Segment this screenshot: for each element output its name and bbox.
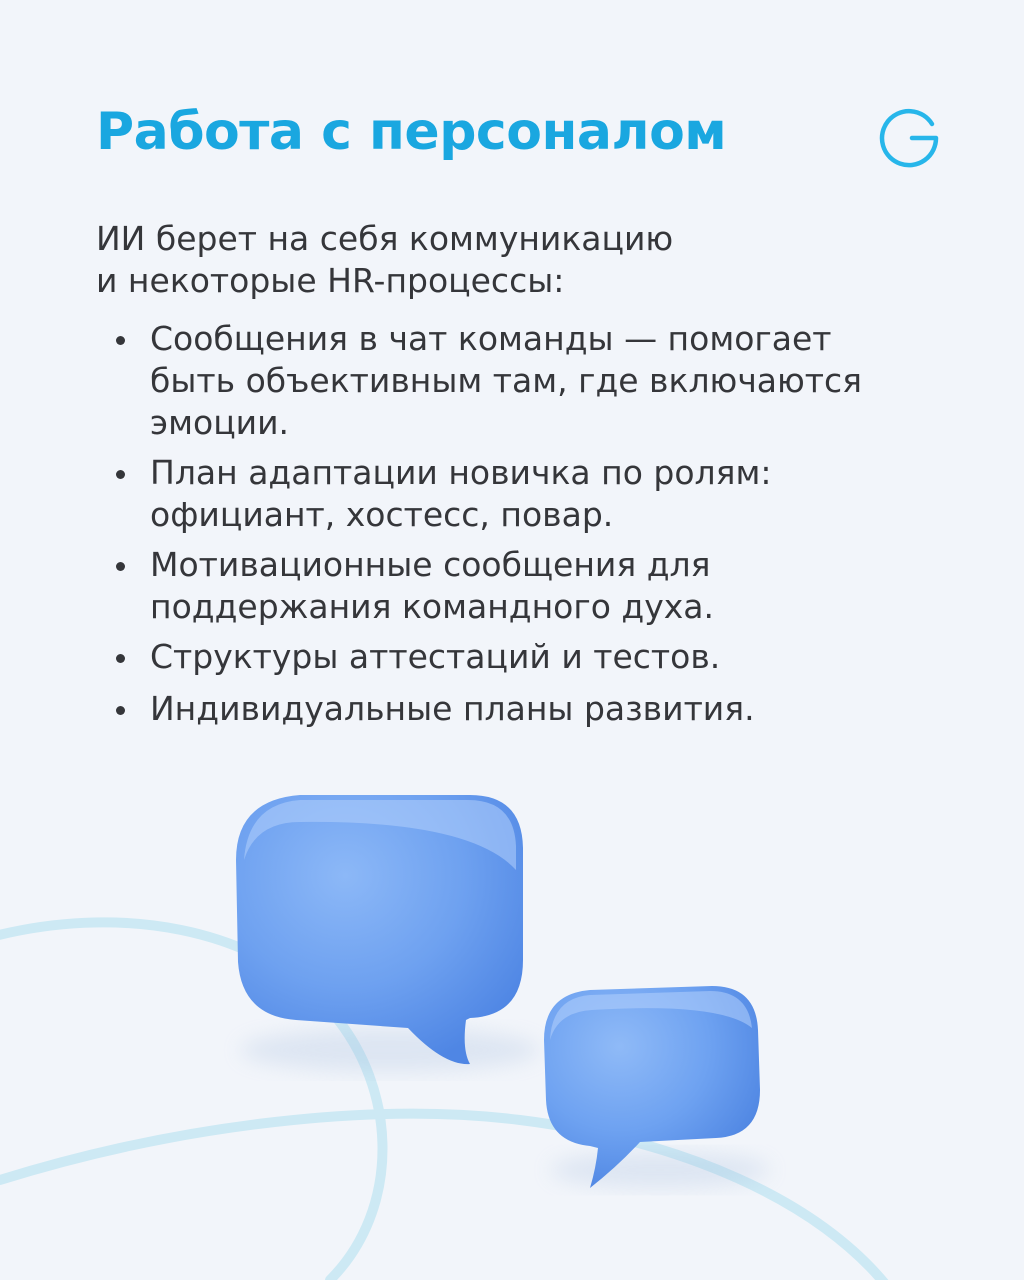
- list-item-line: официант, хостесс, повар.: [150, 495, 614, 534]
- list-item-line: быть объективным там, где включаются: [150, 361, 863, 400]
- list-item-line: Индивидуальные планы развития.: [150, 689, 755, 728]
- intro-line: и некоторые HR-процессы:: [96, 261, 565, 300]
- list-item-line: Мотивационные сообщения для: [150, 545, 711, 584]
- intro-line: ИИ берет на себя коммуникацию: [96, 219, 674, 258]
- list-item-line: План адаптации новичка по ролям:: [150, 453, 772, 492]
- page-title: Работа с персоналом: [96, 102, 727, 162]
- list-item-line: поддержания командного духа.: [150, 587, 714, 626]
- list-item-line: Структуры аттестаций и тестов.: [150, 637, 721, 676]
- list-item-line: эмоции.: [150, 403, 290, 442]
- list-item-line: Сообщения в чат команды — помогает: [150, 319, 832, 358]
